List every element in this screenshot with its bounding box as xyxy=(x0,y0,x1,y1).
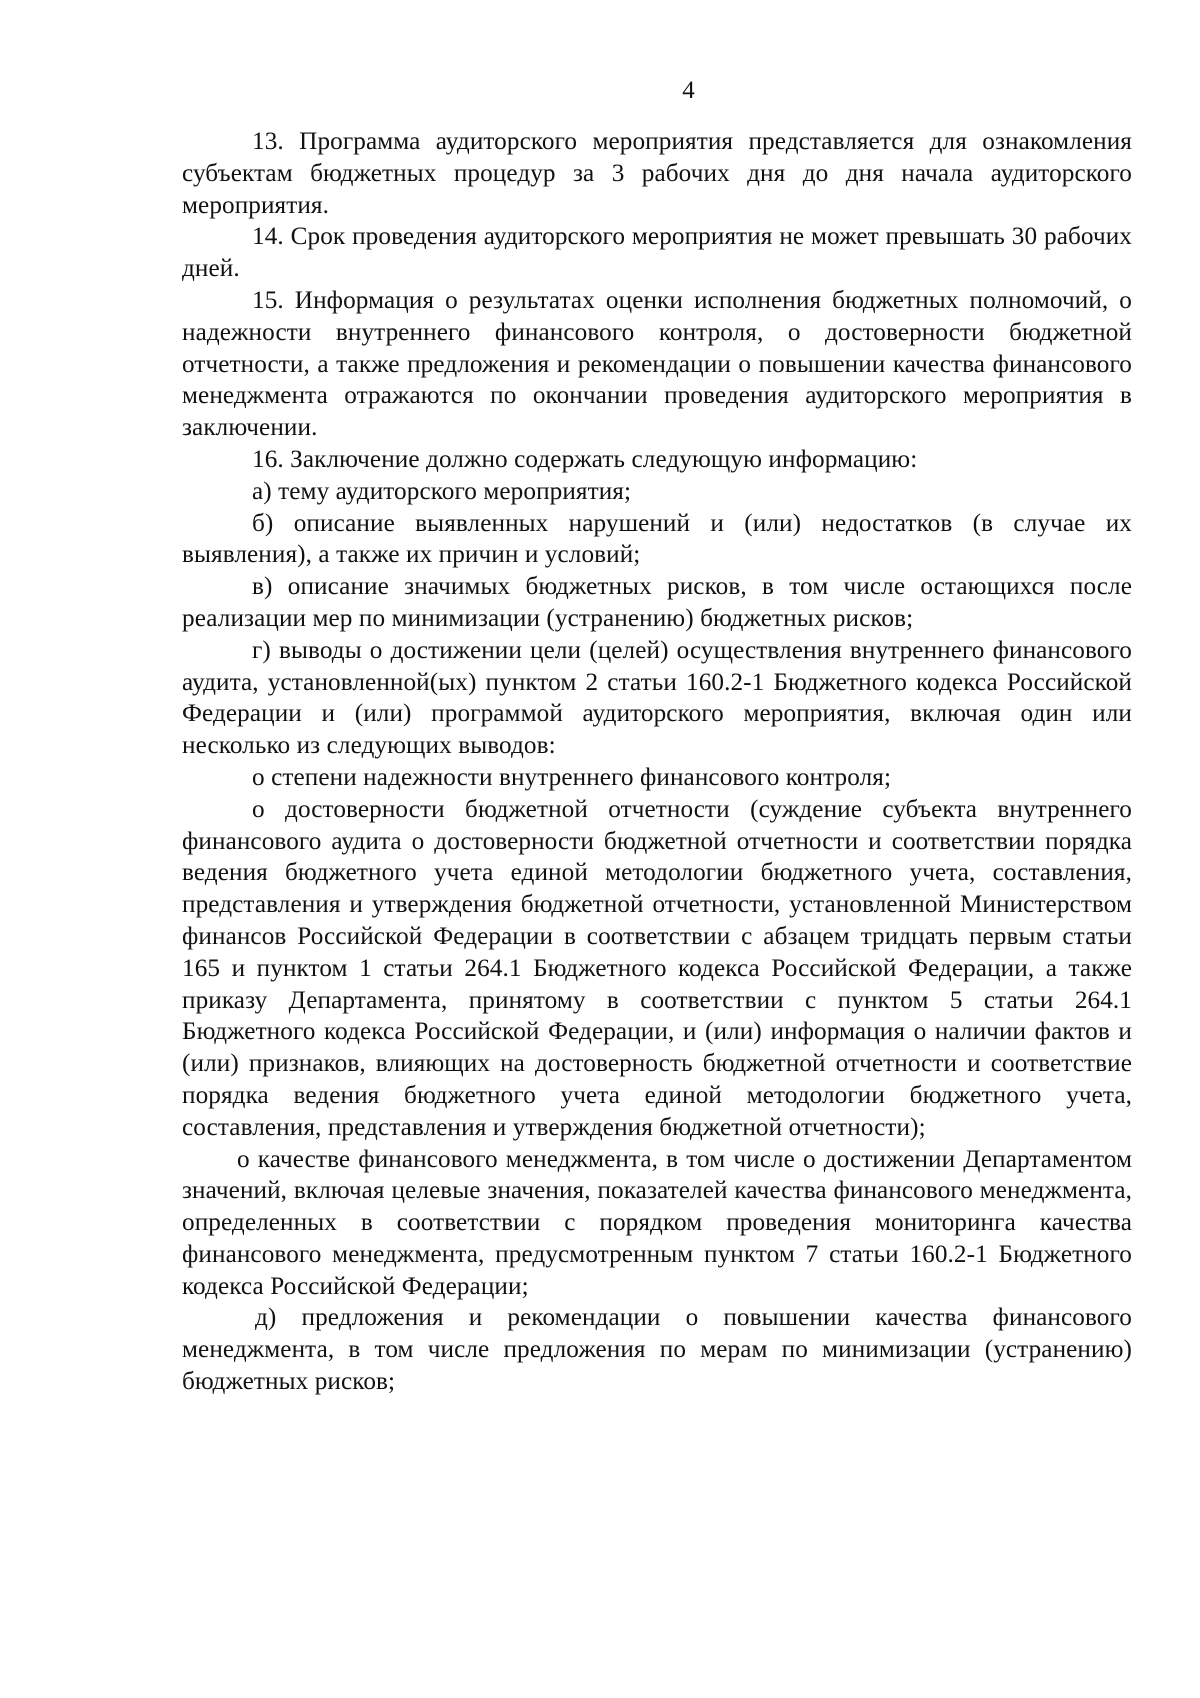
paragraph-14: 14. Срок проведения аудиторского мероприятия не может превышать 30 рабочих дней. xyxy=(182,223,1132,283)
item-d: д) предложения и рекомендации о повышении качества финансового менеджмента, в том числе предложения по мерам по минимизации (устранению) бюджетных рисков; xyxy=(182,1304,1132,1396)
paragraph-15: 15. Информация о результатах оценки исполнения бюджетных полномочий, о надежности внутреннего финансового контроля, о достоверности бюджетной отчетности, а также предложения и рекомендации о повышении качества финансового менеджмента отражаются по окончании проведения аудиторского мероприятия в заключении. xyxy=(182,286,1132,442)
item-b: б) описание выявленных нарушений и (или) недостатков (в случае их выявления), а также их причин и условий; xyxy=(182,509,1132,569)
conclusion-financial-management: о качестве финансового менеджмента, в том числе о достижении Департаментом значений, включая целевые значения, показателей качества финансового менеджмента, определенных в соответствии с порядком проведения мониторинга качества финансового менеджмента, предусмотренным пунктом 7 статьи 160.2-1 Бюджетного кодекса Российской Федерации; xyxy=(182,1145,1132,1300)
item-g: г) выводы о достижении цели (целей) осуществления внутреннего финансового аудита, установленной(ых) пунктом 2 статьи 160.2-1 Бюджетного кодекса Российской Федерации и (или) программой аудиторского мероприятия, включая один или несколько из следующих выводов: xyxy=(182,636,1132,760)
conclusion-reporting-reliability: о достоверности бюджетной отчетности (суждение субъекта внутреннего финансового аудита о достоверности бюджетной отчетности и соответствии порядка ведения бюджетного учета единой методологии бюджетного учета, составления, представления и утверждения бюджетной отчетности, установленной Министерством финансов Российской Федерации в соответствии с абзацем тридцать первым статьи 165 и пунктом 1 статьи 264.1 Бюджетного кодекса Российской Федерации, а также приказу Департамента, принятому в соответствии с пунктом 5 статьи 264.1 Бюджетного кодекса Российской Федерации, и (или) информация о наличии фактов и (или) признаков, влияющих на достоверность бюджетной отчетности и соответствие порядка ведения бюджетного учета единой методологии бюджетного учета, составления, представления и утверждения бюджетной отчетности); xyxy=(182,795,1132,1141)
paragraph-13: 13. Программа аудиторского мероприятия представляется для ознакомления субъектам бюджетных процедур за 3 рабочих дня до дня начала аудиторского мероприятия. xyxy=(182,128,1132,219)
item-a: а) тему аудиторского мероприятия; xyxy=(252,477,632,505)
conclusion-control-reliability: о степени надежности внутреннего финансового контроля; xyxy=(252,763,892,791)
item-v: в) описание значимых бюджетных рисков, в том числе остающихся после реализации мер по минимизации (устранению) бюджетных рисков; xyxy=(182,573,1132,632)
page-number: 4 xyxy=(682,77,695,104)
document-body xyxy=(182,126,1132,1398)
paragraph-16: 16. Заключение должно содержать следующую информацию: xyxy=(252,445,918,473)
